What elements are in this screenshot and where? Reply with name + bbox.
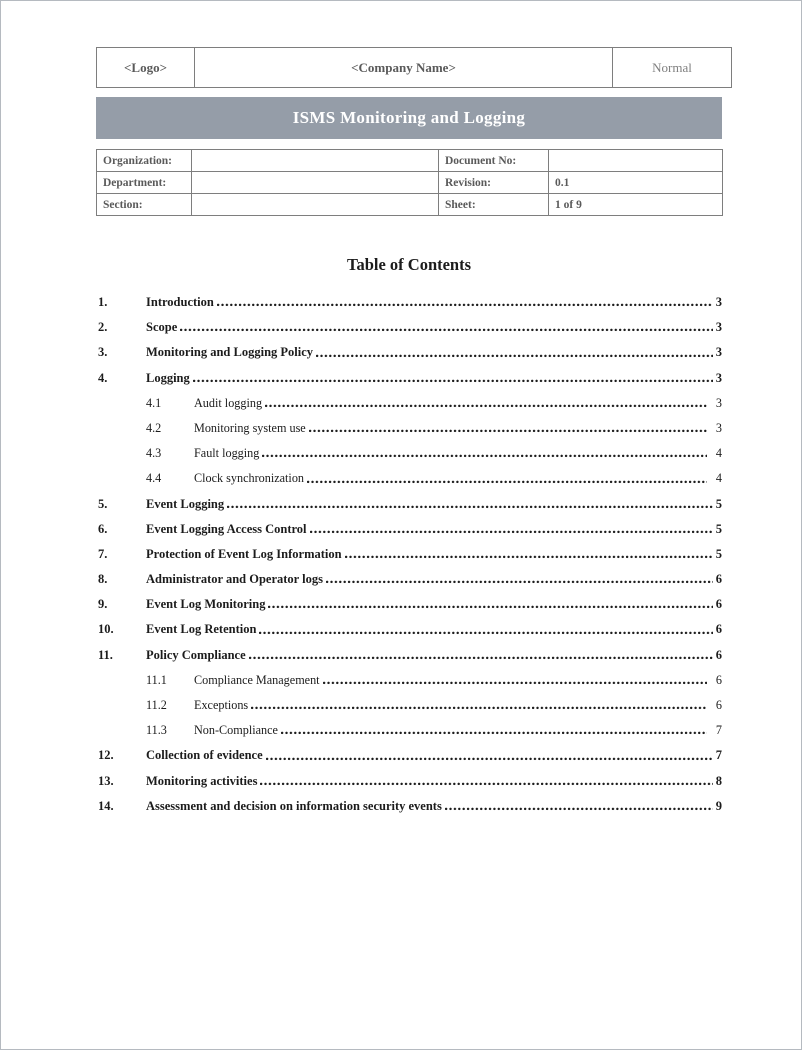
toc-entry-number: 1. [98,295,108,309]
toc-entry[interactable] [96,743,722,768]
toc-dotted-leader [260,782,713,786]
department-value [192,172,439,194]
toc-entry-title: Scope [146,320,178,335]
page-content [96,1,722,819]
toc-entry-title: Compliance Management [194,672,320,687]
toc-entry-title: Monitoring and Logging Policy [146,345,314,360]
toc-dotted-leader [249,656,713,660]
toc-entry-number: 6. [98,521,108,536]
toc-entry-title: Exceptions [194,698,249,712]
toc-entry-title: Fault logging [194,446,260,461]
document-no-label: Document No: [439,150,549,172]
sheet-value: 1 of 9 [549,194,723,216]
department-label: Department: [97,172,192,194]
organization-label: Organization: [97,150,192,172]
toc-entry-number: 4. [98,370,108,385]
toc-entry-title: Logging [146,370,190,385]
toc-dotted-leader [259,631,713,635]
toc-entry-number: 4.1 [146,395,162,410]
toc-entry-page-number: 3 [715,395,722,410]
toc-dotted-leader [217,303,713,307]
toc-entry-number: 4.2 [146,420,162,435]
toc-entry-page-number: 5 [715,546,722,561]
toc-entry-number: 11.1 [146,672,167,687]
toc-list [96,290,722,819]
toc-entry-page-number: 7 [715,748,722,763]
toc-dotted-leader [345,555,713,559]
toc-entry-page-number: 6 [715,647,722,662]
toc-entry[interactable] [96,492,722,517]
toc-dotted-leader [309,429,707,433]
toc-dotted-leader [262,454,707,458]
toc-entry-page-number: 3 [715,295,722,309]
toc-heading: Table of Contents [346,255,472,274]
toc-entry[interactable] [96,391,722,416]
document-title: ISMS Monitoring and Logging [292,108,526,127]
toc-entry-page-number: 4 [715,471,722,486]
toc-entry-number: 4.3 [146,446,162,461]
toc-entry-number: 4.4 [146,471,162,486]
toc-entry-number: 2. [98,320,108,335]
toc-dotted-leader [281,731,707,735]
toc-entry[interactable] [96,718,722,743]
toc-entry-title: Event Log Monitoring [146,597,266,612]
toc-entry[interactable] [96,542,722,567]
toc-dotted-leader [180,328,713,332]
revision-label: Revision: [439,172,549,194]
toc-entry-title: Administrator and Operator logs [146,572,323,587]
company-name-placeholder: <Company Name> [195,48,613,88]
toc-entry-page-number: 3 [715,370,722,385]
organization-value [192,150,439,172]
toc-entry[interactable] [96,340,722,365]
toc-entry-number: 11. [98,647,113,662]
toc-dotted-leader [251,706,707,710]
toc-entry[interactable] [96,416,722,441]
toc-entry-title: Event Logging [146,496,225,511]
toc-dotted-leader [310,530,713,534]
classification-label: Normal [613,48,732,88]
toc-entry-number: 11.2 [146,698,167,712]
toc-dotted-leader [266,757,713,761]
toc-dotted-leader [227,505,713,509]
toc-entry-number: 5. [98,496,108,511]
logo-placeholder: <Logo> [97,48,195,88]
toc-entry[interactable] [96,290,722,315]
toc-entry-title: Introduction [146,295,214,309]
toc-dotted-leader [193,379,713,383]
toc-entry-title: Non-Compliance [194,723,278,738]
document-title-banner [96,97,722,139]
toc-entry-page-number: 5 [715,521,722,536]
revision-value: 0.1 [549,172,723,194]
toc-entry[interactable] [96,466,722,491]
toc-entry-page-number: 9 [715,798,722,813]
toc-entry[interactable] [96,567,722,592]
toc-entry[interactable] [96,693,722,718]
toc-entry-title: Collection of evidence [146,748,263,763]
toc-entry[interactable] [96,617,722,642]
toc-entry-title: Event Logging Access Control [146,521,307,536]
toc-entry-number: 12. [98,748,114,763]
toc-entry-page-number: 3 [715,320,722,335]
toc-dotted-leader [323,681,707,685]
toc-entry-page-number: 3 [715,420,722,435]
toc-entry[interactable] [96,592,722,617]
toc-entry-title: Clock synchronization [194,471,305,486]
toc-entry-page-number: 3 [715,345,722,360]
toc-entry[interactable] [96,643,722,668]
toc-entry-page-number: 6 [715,572,722,587]
toc-entry-number: 11.3 [146,723,167,738]
toc-entry[interactable] [96,517,722,542]
toc-entry-number: 10. [98,622,114,637]
toc-entry-page-number: 7 [715,723,722,738]
toc-entry[interactable] [96,441,722,466]
toc-dotted-leader [268,605,713,609]
toc-entry-number: 14. [98,798,114,813]
toc-entry-page-number: 4 [715,446,722,461]
toc-dotted-leader [316,354,713,358]
toc-entry-title: Monitoring activities [146,773,258,788]
toc-entry-page-number: 8 [715,773,722,788]
toc-entry-title: Audit logging [194,395,263,410]
toc-dotted-leader [307,480,707,484]
section-label: Section: [97,194,192,216]
document-header-table [96,47,732,88]
toc-entry-number: 13. [98,773,114,788]
section-value [192,194,439,216]
info-row-section [97,194,723,216]
toc-entry[interactable] [96,769,722,794]
toc-entry-title: Assessment and decision on information security events [146,798,442,813]
toc-entry[interactable] [96,794,722,819]
toc-entry-page-number: 6 [715,597,722,612]
header-row [97,48,732,88]
info-row-organization [97,150,723,172]
toc-dotted-leader [445,807,713,811]
toc-entry[interactable] [96,668,722,693]
toc-entry-page-number: 5 [715,496,722,511]
toc-entry-number: 9. [98,597,108,612]
info-row-department [97,172,723,194]
sheet-label: Sheet: [439,194,549,216]
toc-entry-title: Monitoring system use [194,420,306,435]
document-info-table [96,149,723,216]
toc-entry[interactable] [96,315,722,340]
toc-entry-number: 3. [98,345,108,360]
toc-entry-page-number: 6 [715,622,722,637]
toc-dotted-leader [326,580,713,584]
document-no-value [549,150,723,172]
toc-entry-title: Protection of Event Log Information [146,546,342,561]
toc-entry-page-number: 6 [715,672,722,687]
toc-entry-number: 8. [98,572,108,587]
toc-dotted-leader [265,404,707,408]
toc-entry-title: Event Log Retention [146,622,257,637]
toc-entry-title: Policy Compliance [146,647,246,662]
toc-entry[interactable] [96,366,722,391]
toc-entry-number: 7. [98,546,108,561]
toc-entry-page-number: 6 [715,698,722,712]
